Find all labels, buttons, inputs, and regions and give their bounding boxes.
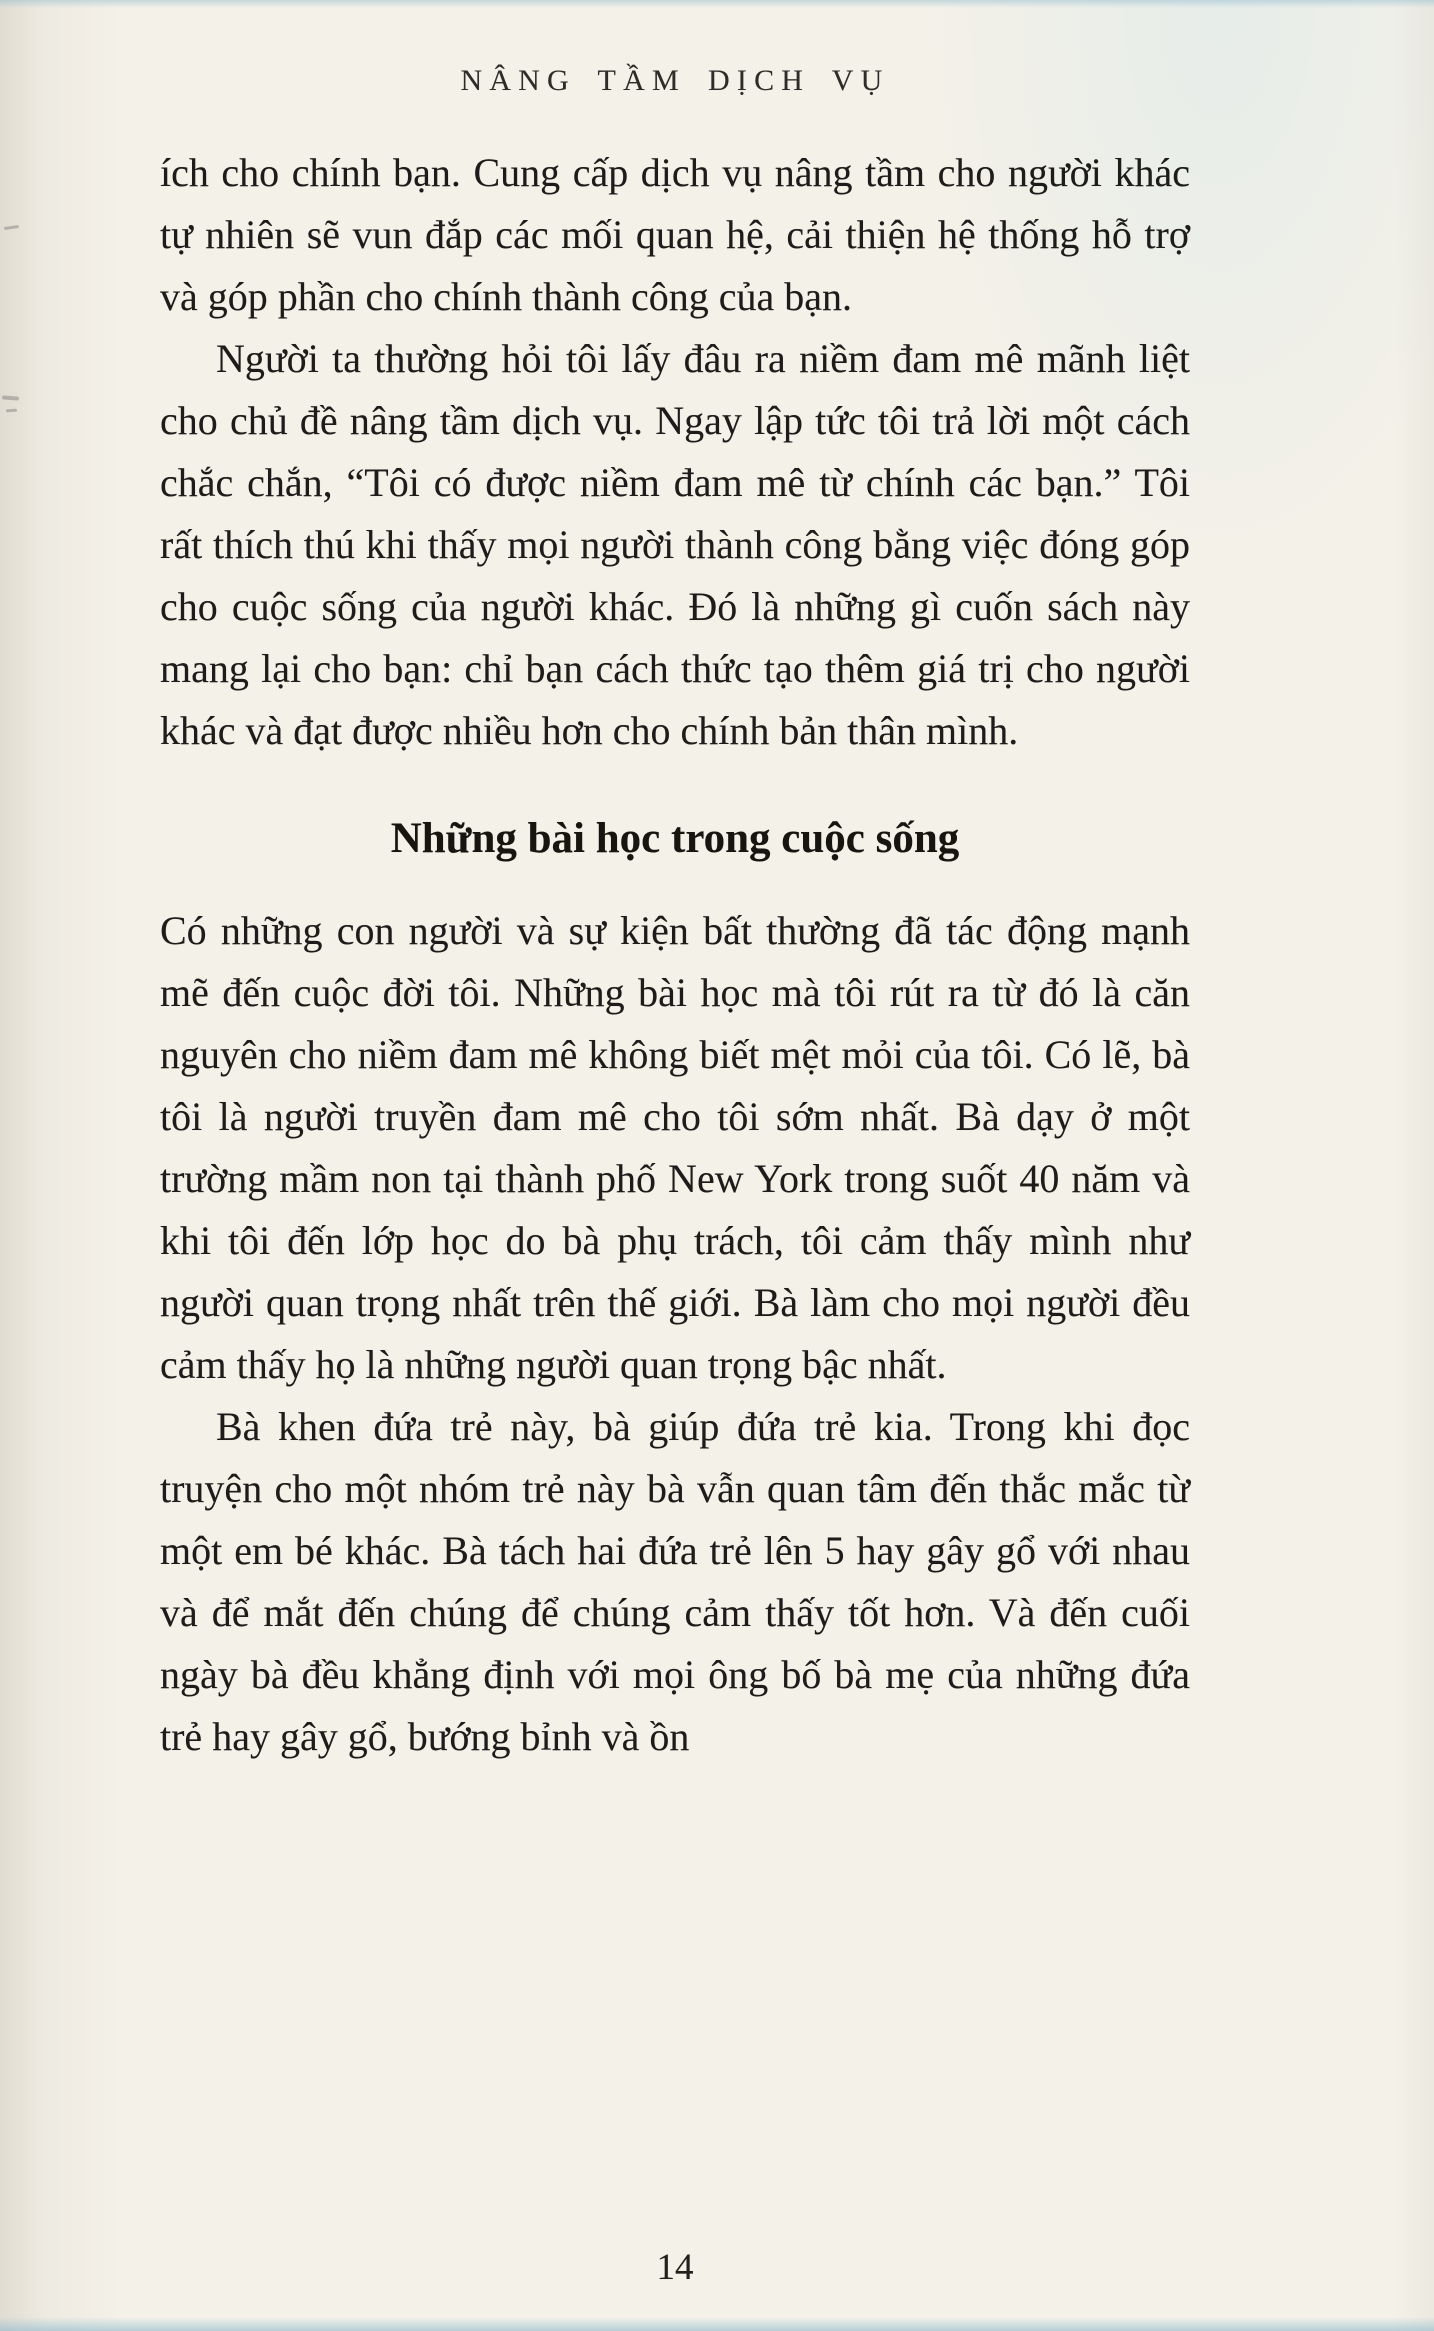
paragraph-1: ích cho chính bạn. Cung cấp dịch vụ nâng tầm cho người khác tự nhiên sẽ vun đắp các mối quan hệ, cải thiện hệ thống hỗ trợ và góp phần cho chính thành công của bạn. bbox=[160, 150, 1190, 319]
paragraph-2: Người ta thường hỏi tôi lấy đâu ra niềm đam mê mãnh liệt cho chủ đề nâng tầm dịch vụ. Ngay lập tức tôi trả lời một cách chắc chắn, “Tôi có được niềm đam mê từ chính các bạn.” Tôi rất thích thú khi thấy mọi người thành công bằng việc đóng góp cho cuộc sống của người khác. Đó là những gì cuốn sách này mang lại cho bạn: chỉ bạn cách thức tạo thêm giá trị cho người khác và đạt được nhiều hơn cho chính bản thân mình. bbox=[160, 336, 1190, 753]
page-edge-bottom bbox=[0, 2317, 1434, 2331]
running-header: NÂNG TẦM DỊCH VỤ bbox=[460, 64, 890, 97]
scan-mark bbox=[4, 225, 19, 230]
page-number: 14 bbox=[656, 2247, 694, 2288]
scan-mark bbox=[6, 409, 17, 413]
page-body bbox=[160, 142, 1190, 1768]
paragraph-3: Có những con người và sự kiện bất thường đã tác động mạnh mẽ đến cuộc đời tôi. Những bài học mà tôi rút ra từ đó là căn nguyên cho niềm đam mê không biết mệt mỏi của tôi. Có lẽ, bà tôi là người truyền đam mê cho tôi sớm nhất. Bà dạy ở một trường mầm non tại thành phố New York trong suốt 40 năm và khi tôi đến lớp học do bà phụ trách, tôi cảm thấy mình như người quan trọng nhất trên thế giới. Bà làm cho mọi người đều cảm thấy họ là những người quan trọng bậc nhất. bbox=[160, 908, 1190, 1387]
section-heading: Những bài học trong cuộc sống bbox=[390, 815, 960, 862]
scan-mark bbox=[2, 395, 19, 400]
paragraph-4: Bà khen đứa trẻ này, bà giúp đứa trẻ kia. Trong khi đọc truyện cho một nhóm trẻ này bà vẫn quan tâm đến thắc mắc từ một em bé khác. Bà tách hai đứa trẻ lên 5 hay gây gổ với nhau và để mắt đến chúng để chúng cảm thấy tốt hơn. Và đến cuối ngày bà đều khẳng định với mọi ông bố bà mẹ của những đứa trẻ hay gây gổ, bướng bỉnh và ồn bbox=[160, 1404, 1190, 1759]
page-edge-top bbox=[0, 0, 1434, 8]
